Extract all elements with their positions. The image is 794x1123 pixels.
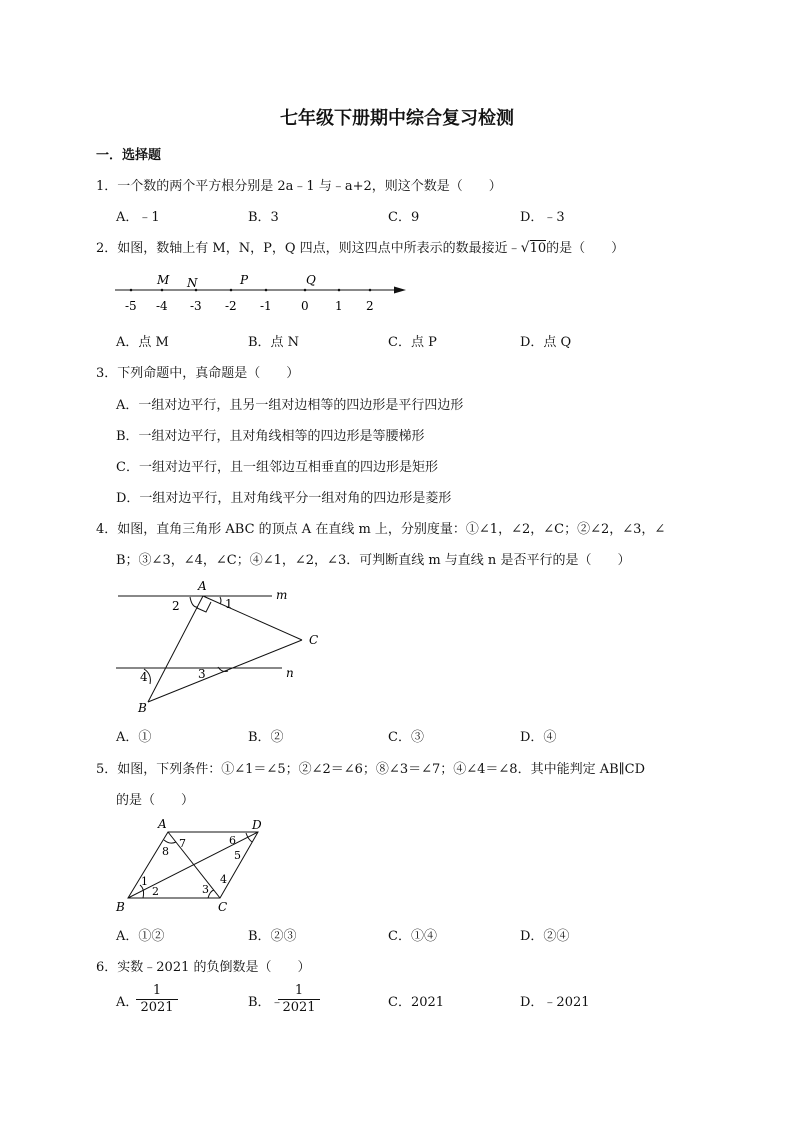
tick-label: 0 bbox=[301, 299, 309, 313]
q4-option-b: B．② bbox=[248, 730, 284, 745]
angle-8-label: 8 bbox=[162, 845, 169, 858]
line-m-label: m bbox=[276, 588, 288, 602]
number-line-figure bbox=[110, 268, 410, 316]
fraction-numerator: 1 bbox=[294, 983, 304, 998]
point-label-n: N bbox=[187, 276, 198, 290]
q3-option-d: D．一组对边平行，且对角线平分一组对角的四边形是菱形 bbox=[116, 491, 452, 506]
tick-label: -5 bbox=[125, 299, 137, 313]
question-5-stem-line2: 的是（ ） bbox=[116, 793, 195, 808]
tick-label: 1 bbox=[335, 299, 343, 313]
tick-label: -3 bbox=[190, 299, 202, 313]
q4-option-c: C．③ bbox=[388, 730, 424, 745]
question-6-stem: 6．实数﹣2021 的负倒数是（ ） bbox=[96, 960, 311, 975]
q1-option-b: B．3 bbox=[248, 210, 279, 225]
angle-1-label: 1 bbox=[225, 597, 233, 611]
angle-6-label: 6 bbox=[229, 834, 236, 847]
point-label-m: M bbox=[157, 273, 170, 287]
section-heading: 一．选择题 bbox=[96, 148, 162, 163]
angle-7-label: 7 bbox=[179, 837, 186, 850]
page-title: 七年级下册期中综合复习检测 bbox=[280, 108, 514, 129]
angle-2-label: 2 bbox=[152, 885, 159, 898]
angle-4-label: 4 bbox=[140, 670, 148, 684]
vertex-c-label: C bbox=[309, 633, 319, 647]
question-3-stem: 3．下列命题中，真命题是（ ） bbox=[96, 366, 300, 381]
question-5-stem-line1: 5．如图，下列条件：①∠1＝∠5；②∠2＝∠6；⑧∠3＝∠7；④∠4＝∠8．其中能判定 AB∥CD bbox=[96, 762, 646, 777]
vertex-a-label: A bbox=[158, 817, 167, 831]
parallelogram-figure bbox=[110, 815, 280, 915]
angle-5-label: 5 bbox=[234, 849, 241, 862]
q3-option-b: B．一组对边平行，且对角线相等的四边形是等腰梯形 bbox=[116, 429, 425, 444]
tick-label: -1 bbox=[260, 299, 272, 313]
q6-option-d: D．﹣2021 bbox=[520, 995, 590, 1010]
fraction-denominator: 2021 bbox=[136, 999, 178, 1016]
number-line-arrow bbox=[394, 287, 406, 294]
angle-2-label: 2 bbox=[172, 599, 180, 613]
q2-option-d: D．点 Q bbox=[520, 335, 572, 350]
tick-label: -4 bbox=[156, 299, 168, 313]
point-label-q: Q bbox=[306, 273, 316, 287]
q1-option-d: D．﹣3 bbox=[520, 210, 565, 225]
question-4-stem-line2: B；③∠3，∠4，∠C；④∠1，∠2，∠3．可判断直线 m 与直线 n 是否平行的是（ ） bbox=[116, 553, 631, 568]
q3-option-c: C．一组对边平行，且一组邻边互相垂直的四边形是矩形 bbox=[116, 460, 438, 475]
q6-option-b-fraction bbox=[278, 983, 320, 1016]
q6-option-a-label: A． bbox=[116, 995, 139, 1010]
q3-option-a: A．一组对边平行，且另一组对边相等的四边形是平行四边形 bbox=[116, 398, 464, 413]
question-1-stem: 1．一个数的两个平方根分别是 2a﹣1 与﹣a+2，则这个数是（ ） bbox=[96, 179, 502, 194]
q2-stem-b: 的是（ ） bbox=[546, 241, 625, 256]
vertex-b-label: B bbox=[116, 900, 125, 914]
question-2-stem bbox=[96, 237, 624, 256]
q2-option-a: A．点 M bbox=[116, 335, 169, 350]
q5-option-b: B．②③ bbox=[248, 929, 297, 944]
fraction-denominator: 2021 bbox=[278, 999, 320, 1016]
q5-option-c: C．①④ bbox=[388, 929, 437, 944]
vertex-c-label: C bbox=[218, 900, 228, 914]
q5-option-a: A．①② bbox=[116, 929, 165, 944]
angle-1-label: 1 bbox=[141, 875, 148, 888]
q6-option-a-fraction bbox=[136, 983, 178, 1016]
tick-label: 2 bbox=[366, 299, 374, 313]
vertex-d-label: D bbox=[252, 818, 262, 832]
q2-radicand: 10 bbox=[529, 241, 547, 256]
fraction-numerator: 1 bbox=[152, 983, 162, 998]
vertex-b-label: B bbox=[138, 701, 147, 715]
sqrt-symbol: √ bbox=[520, 240, 530, 256]
angle-3-label: 3 bbox=[198, 667, 206, 681]
q1-option-c: C．9 bbox=[388, 210, 420, 225]
q6-option-b-label: B．﹣ bbox=[248, 995, 284, 1010]
q5-option-d: D．②④ bbox=[520, 929, 570, 944]
angle-3-label: 3 bbox=[202, 883, 209, 896]
q4-option-a: A．① bbox=[116, 730, 152, 745]
q2-stem-a: 2．如图，数轴上有 M，N，P，Q 四点，则这四点中所表示的数最接近﹣ bbox=[96, 241, 521, 256]
triangle-parallel-lines-figure bbox=[110, 578, 330, 716]
side-ac bbox=[203, 596, 302, 640]
q2-option-b: B．点 N bbox=[248, 335, 300, 350]
q4-option-d: D．④ bbox=[520, 730, 557, 745]
question-4-stem-line1: 4．如图，直角三角形 ABC 的顶点 A 在直线 m 上，分别度量：①∠1，∠2，∠C；②∠2，∠3，∠ bbox=[96, 522, 666, 537]
angle-2-arc bbox=[190, 597, 198, 607]
angle-1-arc bbox=[220, 597, 221, 604]
angle-4-label: 4 bbox=[220, 873, 227, 886]
line-n-label: n bbox=[286, 666, 294, 680]
q2-option-c: C．点 P bbox=[388, 335, 437, 350]
q1-option-a: A．﹣1 bbox=[116, 210, 160, 225]
vertex-a-label: A bbox=[198, 579, 207, 593]
q6-option-c: C．2021 bbox=[388, 995, 445, 1010]
tick-label: -2 bbox=[225, 299, 237, 313]
point-label-p: P bbox=[240, 273, 249, 287]
